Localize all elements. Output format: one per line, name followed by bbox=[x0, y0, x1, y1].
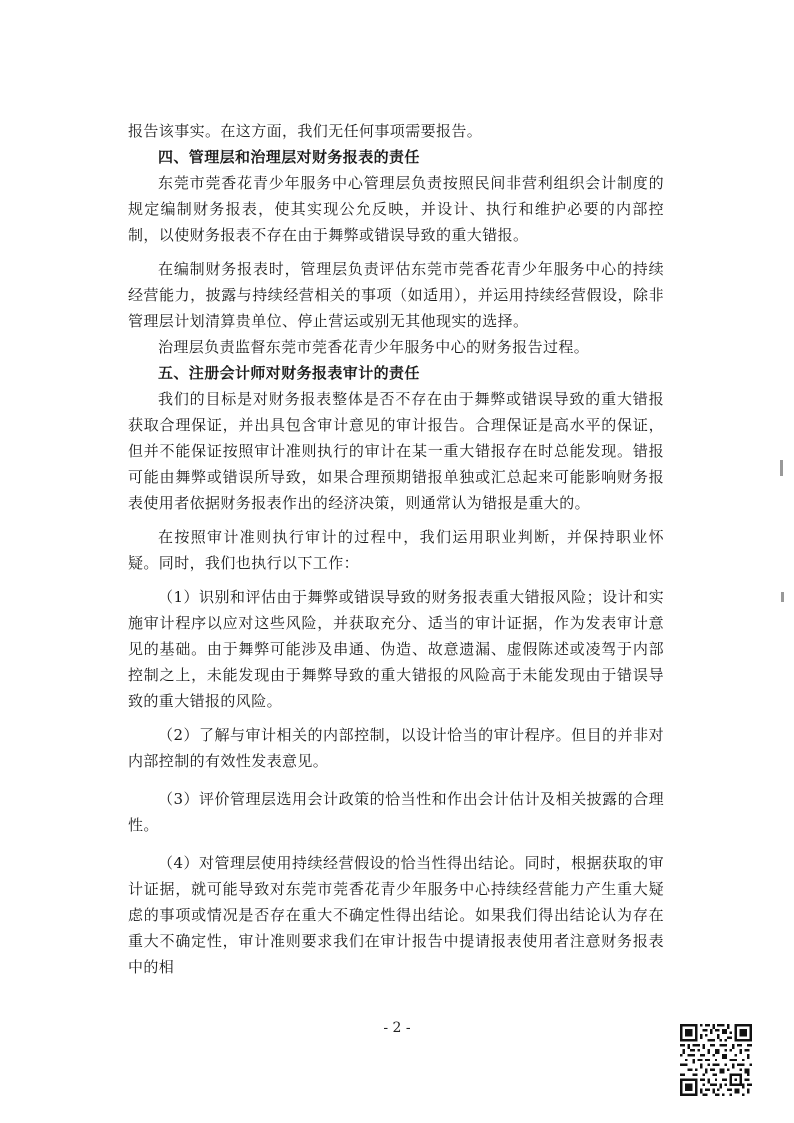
paragraph-audit-objective: 我们的目标是对财务报表整体是否不存在由于舞弊或错误导致的重大错报获取合理保证，并出具包含审计意见的审计报告。合理保证是高水平的保证，但并不能保证按照审计准则执行的审计在某一重大错报存在时总能发现。错报可能由舞弊或错误所导致，如果合理预期错报单独或汇总起来可能影响财务报表使用者依据财务报表作出的经济决策，则通常认为错报是重大的。 bbox=[128, 390, 664, 512]
paragraph-management-responsibility: 东莞市莞香花青少年服务中心管理层负责按照民间非营利组织会计制度的规定编制财务报表，使其实现公允反映，并设计、执行和维护必要的内部控制，以使财务报表不存在由于舞弊或错误导致的重大错报。 bbox=[128, 174, 664, 244]
qr-code-icon bbox=[680, 1024, 752, 1096]
paragraph-going-concern: 在编制财务报表时，管理层负责评估东莞市莞香花青少年服务中心的持续经营能力，披露与持续经营相关的事项（如适用），并运用持续经营假设，除非管理层计划清算贵单位、停止营运或别无其他现实的选择。 bbox=[128, 260, 664, 330]
paragraph-continuation: 报告该事实。在这方面，我们无任何事项需要报告。 bbox=[128, 122, 483, 140]
list-item-3: （3）评价管理层选用会计政策的恰当性和作出会计估计及相关披露的合理性。 bbox=[128, 790, 664, 834]
list-item-1: （1）识别和评估由于舞弊或错误导致的财务报表重大错报风险；设计和实施审计程序以应对这些风险，并获取充分、适当的审计证据，作为发表审计意见的基础。由于舞弊可能涉及串通、伪造、故意遗漏、虚假陈述或凌驾于内部控制之上，未能发现由于舞弊导致的重大错报的风险高于未能发现由于错误导致的重大错报的风险。 bbox=[128, 588, 664, 710]
document-body bbox=[128, 118, 664, 980]
scan-edge-mark bbox=[781, 592, 784, 602]
scan-edge-mark bbox=[780, 460, 783, 476]
paragraph-governance-oversight: 治理层负责监督东莞市莞香花青少年服务中心的财务报告过程。 bbox=[158, 338, 590, 356]
list-item-2: （2）了解与审计相关的内部控制，以设计恰当的审计程序。但目的并非对内部控制的有效性发表意见。 bbox=[128, 726, 664, 770]
section-heading-5: 五、注册会计师对财务报表审计的责任 bbox=[158, 364, 420, 382]
section-heading-4: 四、管理层和治理层对财务报表的责任 bbox=[158, 148, 420, 166]
page-number: - 2 - bbox=[383, 1020, 411, 1036]
paragraph-professional-judgment: 在按照审计准则执行审计的过程中，我们运用职业判断，并保持职业怀疑。同时，我们也执行以下工作： bbox=[128, 528, 664, 572]
list-item-4: （4）对管理层使用持续经营假设的恰当性得出结论。同时，根据获取的审计证据，就可能导致对东莞市莞香花青少年服务中心持续经营能力产生重大疑虑的事项或情况是否存在重大不确定性得出结论。如果我们得出结论认为存在重大不确定性，审计准则要求我们在审计报告中提请报表使用者注意财务报表中的相 bbox=[128, 854, 664, 976]
